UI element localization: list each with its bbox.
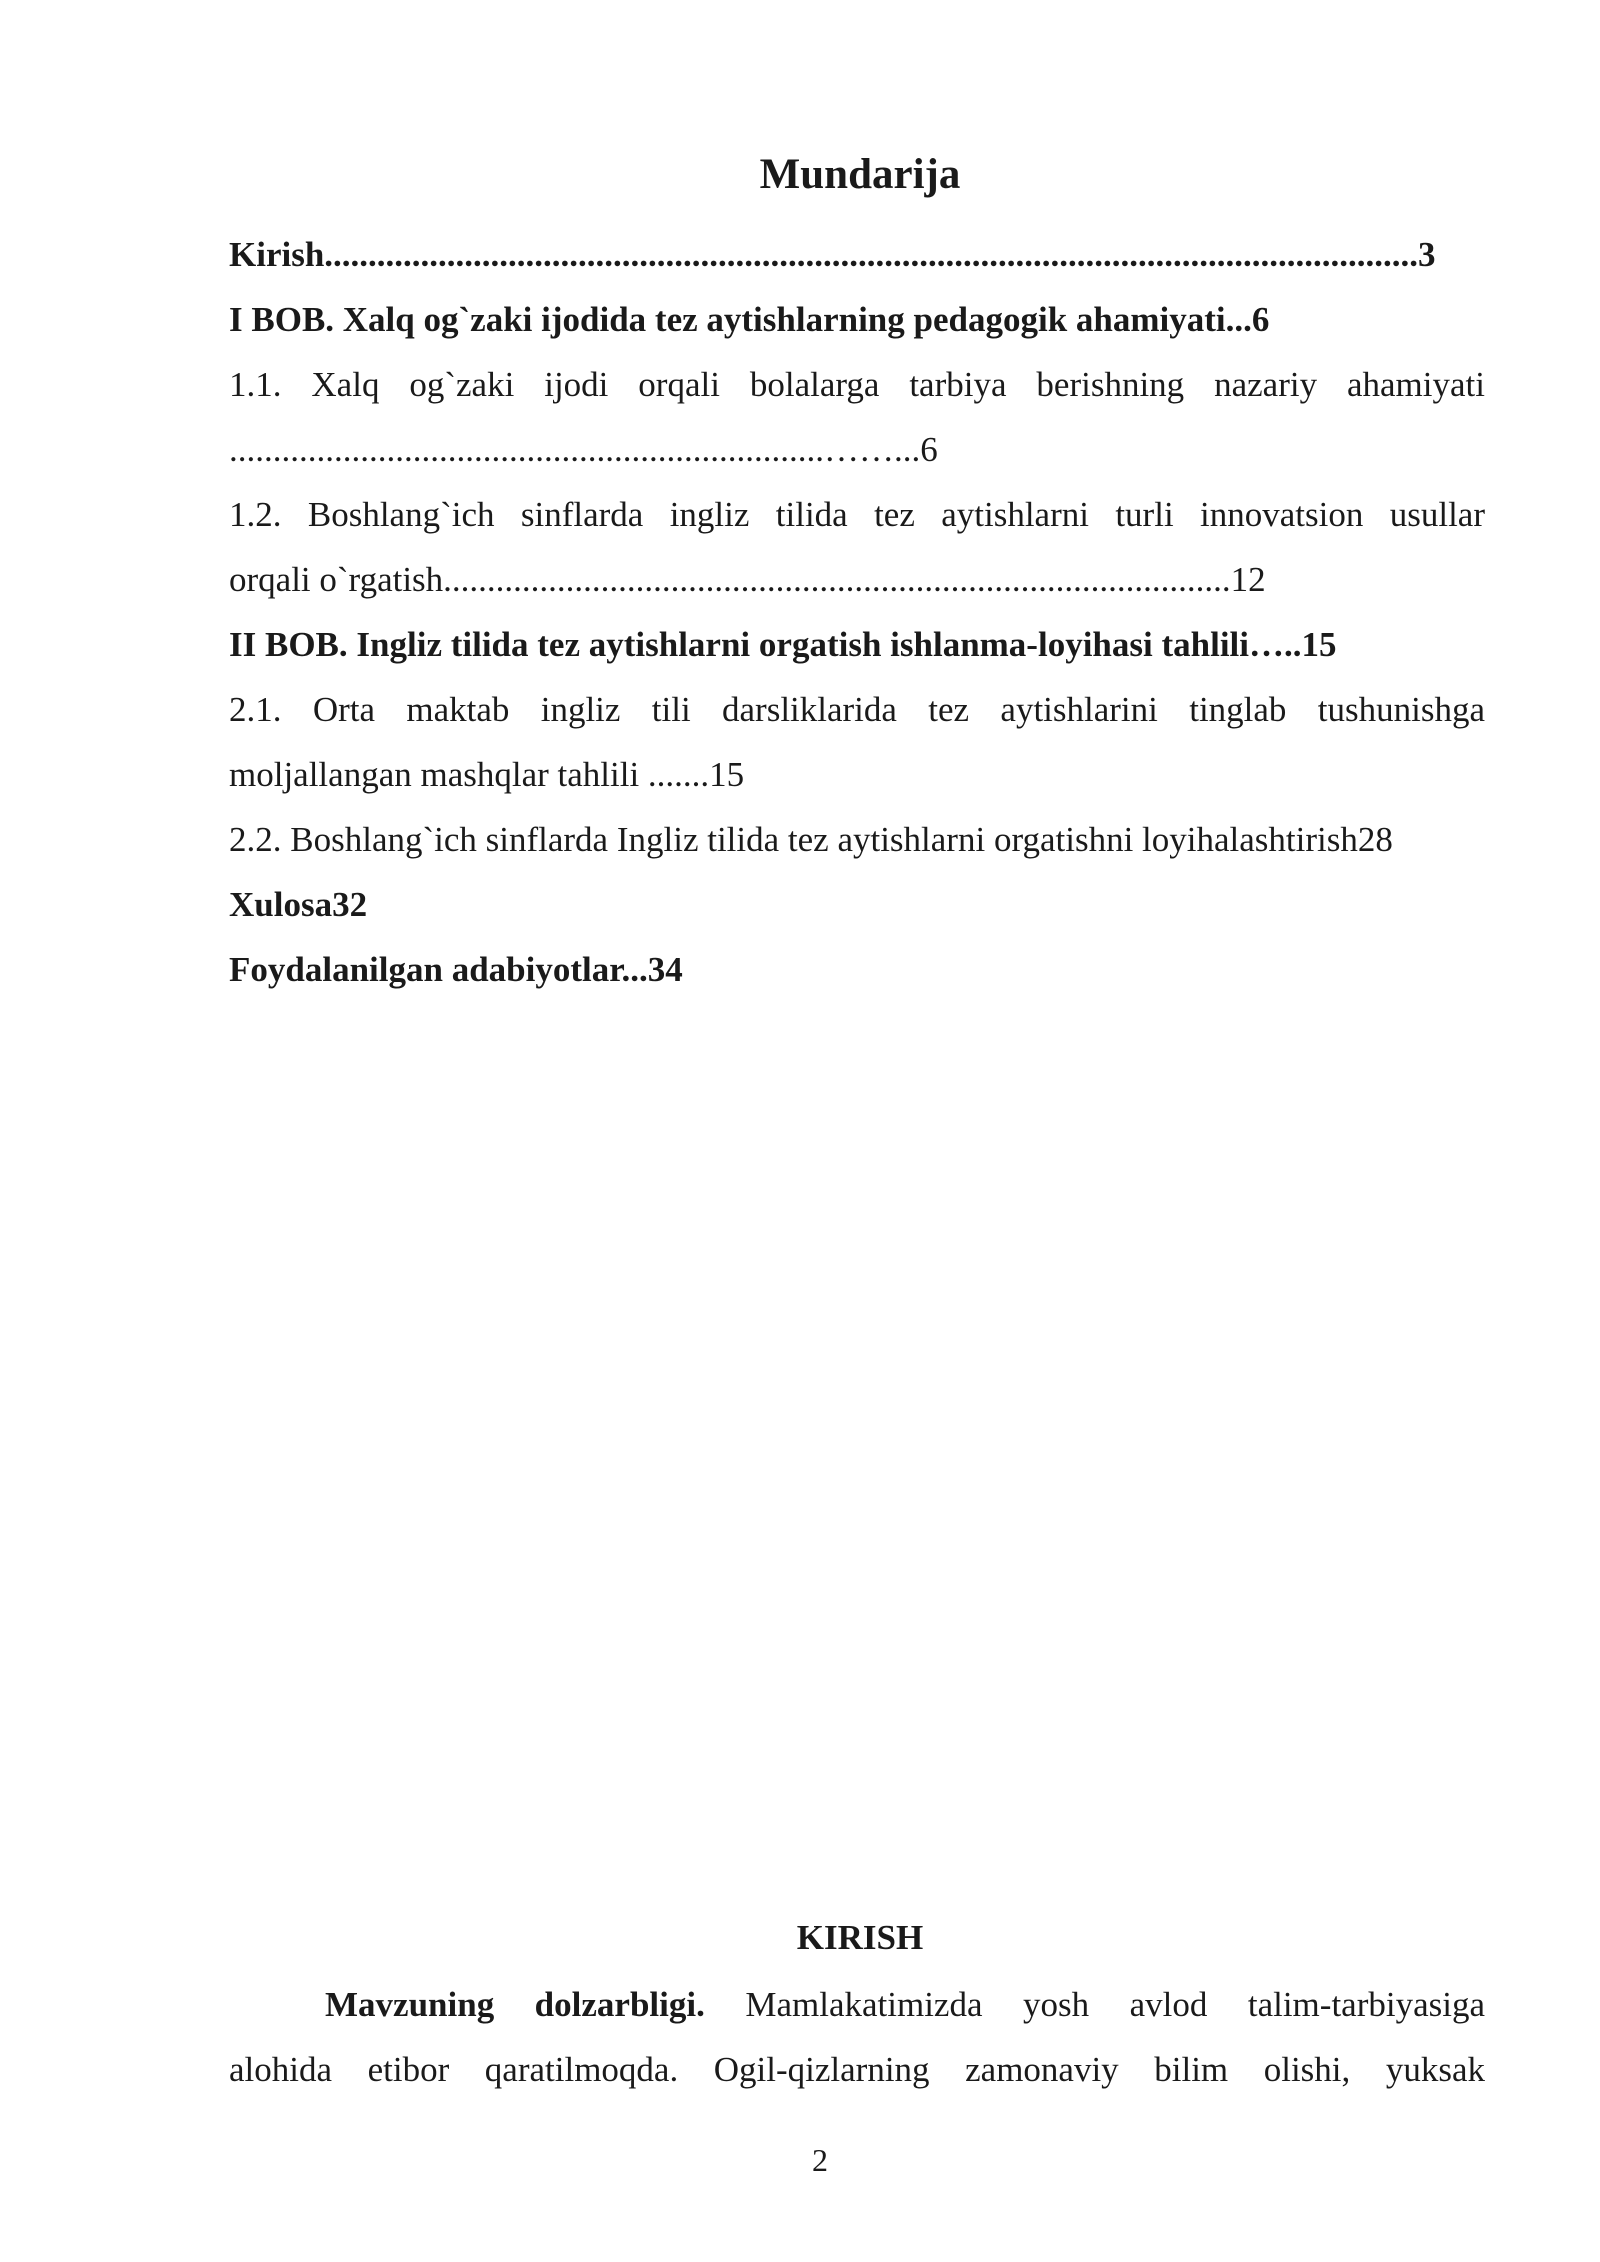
toc-entry-2-1-cont[interactable]: moljallangan mashqlar tahlili .......15 xyxy=(229,755,745,794)
toc-entry-2-1[interactable]: 2.1. Orta maktab ingliz tili darsliklarida tez aytishlarini tinglab tushunishga xyxy=(229,690,1485,729)
toc-entry-2-2[interactable]: 2.2. Boshlang`ich sinflarda Ingliz tilida tez aytishlarni orgatishni loyihalashtirish28 xyxy=(229,820,1393,859)
toc-entry-chapter-2[interactable]: II BOB. Ingliz tilida tez aytishlarni orgatish ishlanma-loyihasi tahlili…..15 xyxy=(229,625,1337,664)
intro-paragraph xyxy=(229,1972,1485,2102)
intro-heading: Mavzuning dolzarbligi. xyxy=(325,1985,705,2024)
toc-entry-chapter-1[interactable]: I BOB. Xalq og`zaki ijodida tez aytishlarning pedagogik ahamiyati...6 xyxy=(229,300,1270,339)
toc-entry-1-1[interactable]: 1.1. Xalq og`zaki ijodi orqali bolalarga tarbiya berishning nazariy ahamiyati xyxy=(229,365,1485,404)
page-number: 2 xyxy=(812,2142,828,2178)
toc-title: Mundarija xyxy=(759,151,961,198)
toc-entry-kirish[interactable]: Kirish.............................................................................................................................3 xyxy=(229,235,1436,274)
intro-line-1-text: Mamlakatimizda yosh avlod talim-tarbiyasiga xyxy=(745,1985,1485,2024)
table-of-contents xyxy=(229,222,1485,1002)
toc-entry-references[interactable]: Foydalanilgan adabiyotlar...34 xyxy=(229,950,683,989)
intro-title: KIRISH xyxy=(796,1918,924,1957)
toc-entry-1-1-page[interactable]: ....................................................................……...6 xyxy=(229,430,938,469)
toc-entry-xulosa[interactable]: Xulosa32 xyxy=(229,885,368,924)
intro-line-1 xyxy=(229,1972,1485,2037)
toc-entry-1-2[interactable]: 1.2. Boshlang`ich sinflarda ingliz tilida tez aytishlarni turli innovatsion usullar xyxy=(229,495,1485,534)
toc-entry-1-2-cont[interactable]: orqali o`rgatish..........................................................................................12 xyxy=(229,560,1266,599)
intro-line-2: alohida etibor qaratilmoqda. Ogil-qizlarning zamonaviy bilim olishi, yuksak xyxy=(229,2050,1485,2089)
